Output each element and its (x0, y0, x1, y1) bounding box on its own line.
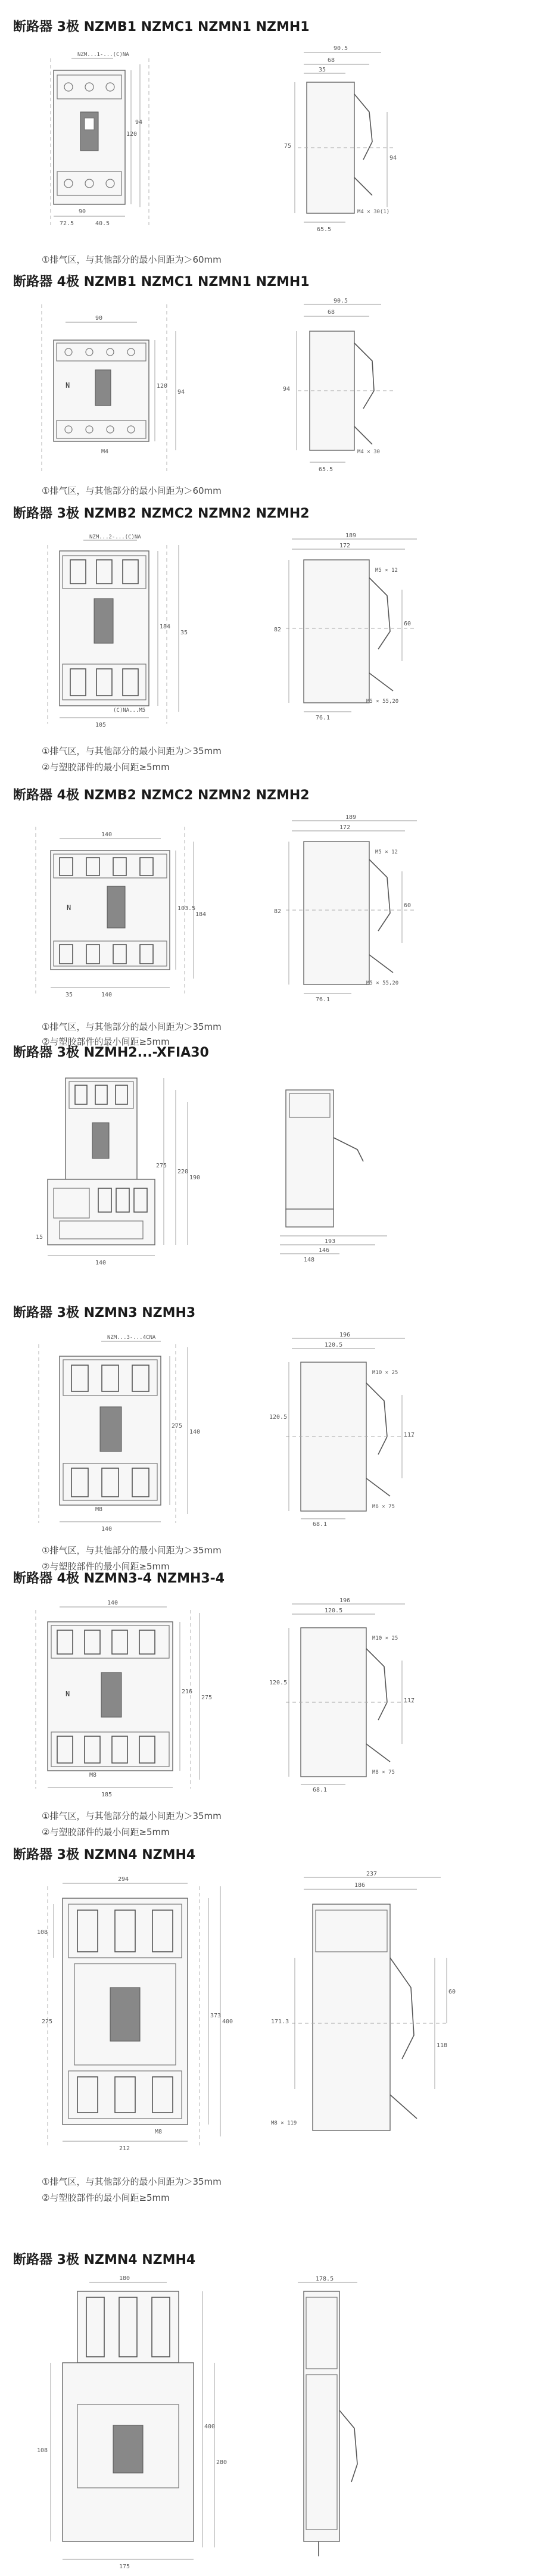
svg-text:M8 × 75: M8 × 75 (372, 1770, 395, 1776)
footnote: ①排气区，与其他部分的最小间距为＞35mm (42, 1811, 222, 1821)
svg-text:60: 60 (404, 902, 412, 909)
section-title: 断路器 4极 NZMN3-4 NZMH3-4 (13, 1571, 225, 1586)
footnote: ①排气区，与其他部分的最小间距为＞35mm (42, 746, 222, 756)
svg-text:60: 60 (404, 621, 412, 627)
svg-text:189: 189 (345, 532, 357, 539)
section-title: 断路器 4极 NZMB2 NZMC2 NZMN2 NZMH2 (13, 788, 310, 803)
section-3pole-nzm3 (0, 1303, 536, 1577)
svg-text:65.5: 65.5 (319, 466, 334, 473)
svg-text:NZM...2-...(C)NA: NZM...2-...(C)NA (89, 534, 141, 540)
svg-text:75: 75 (284, 143, 292, 149)
svg-text:172: 172 (339, 824, 351, 831)
svg-text:172: 172 (339, 543, 351, 549)
svg-text:275: 275 (156, 1163, 167, 1169)
section-title: 断路器 3极 NZMN3 NZMH3 (13, 1306, 196, 1320)
svg-text:212: 212 (119, 2145, 130, 2152)
svg-text:M5 × 55,20: M5 × 55,20 (366, 980, 399, 986)
svg-text:40.5: 40.5 (95, 220, 110, 227)
section-4pole-nzm3-4 (0, 1568, 536, 1842)
side-view-drawing (268, 1329, 441, 1526)
svg-text:60: 60 (448, 1989, 456, 1995)
svg-text:35: 35 (319, 67, 326, 73)
section-3pole-nzmh2-xfia30 (0, 1042, 536, 1292)
svg-text:NZM...3-...4CNA: NZM...3-...4CNA (107, 1335, 156, 1341)
svg-text:120: 120 (126, 131, 138, 138)
svg-text:175: 175 (119, 2563, 130, 2570)
svg-text:140: 140 (101, 1526, 113, 1532)
svg-text:117: 117 (404, 1432, 415, 1438)
svg-text:94: 94 (135, 119, 143, 126)
front-view-drawing (24, 1066, 214, 1269)
svg-text:120.5: 120.5 (269, 1680, 288, 1686)
section-3pole-nzm1 (0, 17, 536, 267)
side-view-drawing (274, 295, 417, 474)
section-3pole-nzm4 (0, 1845, 536, 2214)
svg-text:186: 186 (354, 1882, 366, 1889)
svg-text:190: 190 (189, 1175, 201, 1181)
svg-text:373: 373 (210, 2013, 222, 2019)
footnote: ①排气区，与其他部分的最小间距为＞35mm (42, 2176, 222, 2187)
svg-text:171.3: 171.3 (271, 2019, 289, 2025)
svg-text:105: 105 (95, 722, 107, 728)
footnote: ②与塑胶部件的最小间距≥5mm (42, 1827, 170, 1837)
svg-text:120.5: 120.5 (325, 1608, 343, 1614)
svg-text:M8: M8 (155, 2129, 163, 2135)
svg-text:94: 94 (389, 155, 397, 161)
svg-text:140: 140 (101, 831, 113, 838)
section-title: 断路器 4极 NZMB1 NZMC1 NZMN1 NZMH1 (13, 275, 310, 289)
svg-text:275: 275 (172, 1423, 183, 1429)
svg-text:M4 × 30: M4 × 30 (357, 449, 380, 455)
svg-text:178.5: 178.5 (316, 2276, 334, 2282)
svg-text:146: 146 (319, 1247, 330, 1254)
footnote: ①排气区，与其他部分的最小间距为＞35mm (42, 1021, 222, 1032)
front-view-drawing (24, 1332, 220, 1535)
svg-text:68: 68 (328, 309, 335, 316)
svg-text:72.5: 72.5 (60, 220, 74, 227)
side-view-drawing (262, 530, 441, 721)
section-title: 断路器 3极 NZMH2...-XFIA30 (13, 1045, 209, 1060)
svg-text:68.1: 68.1 (313, 1521, 328, 1526)
svg-text:120: 120 (157, 383, 168, 390)
svg-text:108: 108 (37, 2447, 48, 2454)
side-view-drawing (268, 1072, 411, 1263)
side-view-drawing (274, 41, 417, 237)
svg-text:180: 180 (119, 2275, 130, 2282)
svg-text:118: 118 (437, 2042, 448, 2049)
svg-text:400: 400 (222, 2019, 233, 2025)
svg-text:148: 148 (304, 1257, 315, 1263)
svg-text:M4: M4 (101, 448, 109, 455)
footnote: ①排气区，与其他部分的最小间距为＞35mm (42, 1545, 222, 1556)
svg-text:M5 × 55,20: M5 × 55,20 (366, 699, 399, 705)
front-view-drawing (24, 533, 220, 736)
svg-text:65.5: 65.5 (317, 226, 332, 233)
footnote: ①排气区，与其他部分的最小间距为＞60mm (42, 485, 222, 496)
svg-text:N: N (66, 381, 70, 390)
svg-text:216: 216 (182, 1689, 193, 1695)
svg-text:140: 140 (101, 992, 113, 998)
section-4pole-nzm1 (0, 272, 536, 510)
svg-text:184: 184 (195, 911, 207, 918)
footnote: ②与塑胶部件的最小间距≥5mm (42, 762, 170, 773)
footnote: ②与塑胶部件的最小间距≥5mm (42, 2192, 170, 2203)
svg-text:237: 237 (366, 1871, 378, 1877)
section-title: 断路器 3极 NZMB1 NZMC1 NZMN1 NZMH1 (13, 20, 310, 35)
svg-text:184: 184 (160, 624, 171, 630)
svg-text:103.5: 103.5 (177, 905, 196, 912)
svg-text:220: 220 (177, 1169, 189, 1175)
svg-text:140: 140 (189, 1429, 201, 1435)
svg-text:120.5: 120.5 (325, 1342, 343, 1348)
svg-text:NZM...1-...(C)NA: NZM...1-...(C)NA (77, 52, 129, 58)
svg-text:M6 × 75: M6 × 75 (372, 1504, 395, 1510)
svg-text:140: 140 (107, 1600, 119, 1606)
svg-text:N: N (66, 1690, 70, 1698)
svg-text:M5 × 12: M5 × 12 (375, 568, 398, 574)
svg-text:90.5: 90.5 (334, 298, 348, 304)
front-view-drawing (30, 298, 220, 477)
front-view-drawing (36, 2273, 238, 2571)
svg-text:117: 117 (404, 1697, 415, 1704)
svg-text:82: 82 (274, 908, 282, 915)
front-view-drawing (24, 815, 220, 1005)
side-view-drawing (268, 1868, 470, 2154)
svg-text:M8: M8 (95, 1506, 103, 1513)
section-3pole-nzm2 (0, 503, 536, 783)
svg-text:185: 185 (101, 1792, 113, 1798)
svg-text:90: 90 (79, 208, 86, 215)
svg-text:275: 275 (201, 1695, 213, 1701)
svg-text:(C)NA...M5: (C)NA...M5 (113, 708, 146, 714)
svg-text:120.5: 120.5 (269, 1414, 288, 1421)
footnote: ①排气区，与其他部分的最小间距为＞60mm (42, 254, 222, 265)
svg-text:68: 68 (328, 57, 335, 64)
svg-text:294: 294 (118, 1876, 129, 1883)
svg-text:M10 × 25: M10 × 25 (372, 1370, 398, 1376)
section-title: 断路器 3极 NZMB2 NZMC2 NZMN2 NZMH2 (13, 506, 310, 521)
svg-text:94: 94 (283, 386, 291, 393)
svg-text:M10 × 25: M10 × 25 (372, 1636, 398, 1641)
svg-text:M8 × 119: M8 × 119 (271, 2120, 297, 2126)
section-4pole-nzm2 (0, 785, 536, 1065)
svg-text:35: 35 (66, 992, 73, 998)
svg-text:189: 189 (345, 814, 357, 821)
svg-text:193: 193 (325, 1238, 336, 1245)
svg-text:M8: M8 (89, 1772, 97, 1778)
front-view-drawing (36, 1868, 238, 2160)
svg-text:M5 × 12: M5 × 12 (375, 849, 398, 855)
svg-text:225: 225 (42, 2019, 53, 2025)
section-title: 断路器 3极 NZMN4 NZMH4 (13, 2253, 196, 2267)
svg-text:108: 108 (37, 1929, 48, 1936)
svg-text:M4 × 30(1): M4 × 30(1) (357, 209, 390, 215)
footnote: ②与塑胶部件的最小间距≥5mm (42, 1561, 170, 1572)
section-3pole-nzm4-b (0, 2250, 536, 2576)
svg-text:76.1: 76.1 (316, 996, 331, 1002)
side-view-drawing (268, 1595, 441, 1792)
side-view-drawing (262, 812, 441, 1002)
front-view-drawing (24, 1598, 220, 1801)
footnote: ②与塑胶部件的最小间距≥5mm (42, 1036, 170, 1047)
svg-text:90: 90 (95, 315, 103, 322)
front-view-drawing (36, 46, 214, 237)
svg-text:68.1: 68.1 (313, 1787, 328, 1792)
svg-text:400: 400 (204, 2424, 216, 2430)
svg-text:76.1: 76.1 (316, 715, 331, 721)
section-title: 断路器 3极 NZMN4 NZMH4 (13, 1848, 196, 1862)
svg-text:35: 35 (180, 630, 188, 636)
svg-text:94: 94 (177, 389, 185, 395)
svg-text:82: 82 (274, 627, 282, 633)
svg-text:196: 196 (339, 1332, 351, 1338)
side-view-drawing (268, 2273, 411, 2559)
svg-text:196: 196 (339, 1597, 351, 1604)
svg-text:90.5: 90.5 (334, 45, 348, 52)
svg-text:280: 280 (216, 2459, 228, 2466)
svg-text:140: 140 (95, 1260, 107, 1266)
svg-text:15: 15 (36, 1234, 43, 1241)
svg-text:N: N (67, 904, 71, 912)
